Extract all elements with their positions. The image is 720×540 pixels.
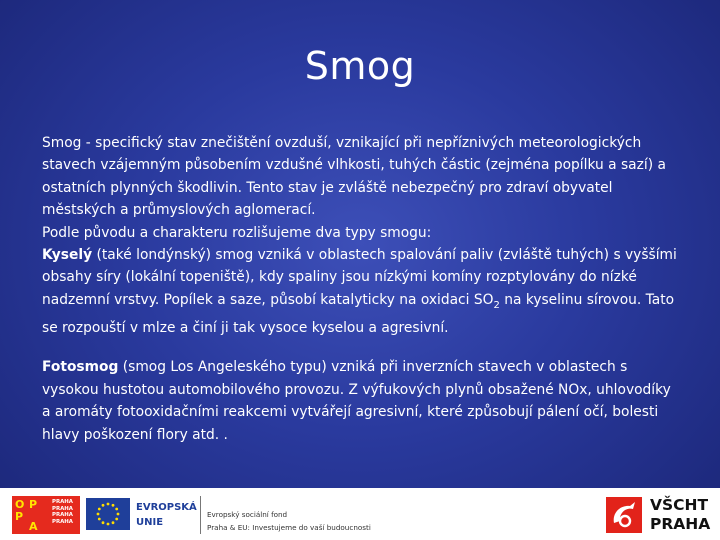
photosmog-text: (smog Los Angeleského typu) vzniká při inverzních stavech v oblastech s vysokou hustotou automobilového provozu. Z výfukových plynů obsažené NOx, uhlovodíky a aromáty fotooxidačními reakcemi vytvářejí agresivní, které způsobují pálení očí, bolesti hlavy poškození flory atd. . bbox=[42, 359, 671, 443]
esf-caption bbox=[207, 508, 371, 534]
paragraph-types-intro: Podle původu a charakteru rozlišujeme dva typy smogu: bbox=[42, 224, 432, 241]
eu-label bbox=[136, 500, 197, 530]
opp-letter-a: A bbox=[29, 520, 38, 533]
opp-praha-line: PRAHA bbox=[52, 505, 73, 512]
vscht-label bbox=[650, 496, 710, 534]
so2-subscript: 2 bbox=[493, 299, 500, 311]
term-acid-smog: Kyselý bbox=[42, 247, 93, 264]
vscht-logo-icon bbox=[606, 497, 642, 533]
opp-letters bbox=[14, 498, 48, 532]
esf-caption-line2: Praha & EU: Investujeme do vaší budoucnosti bbox=[207, 523, 371, 532]
opp-letter-p1: P bbox=[29, 498, 38, 511]
eu-label-line2: UNIE bbox=[136, 517, 164, 528]
eu-flag-icon bbox=[86, 498, 130, 530]
esf-caption-line1: Evropský sociální fond bbox=[207, 510, 288, 519]
footer-divider bbox=[200, 496, 201, 534]
opp-letter-p2: P bbox=[15, 510, 24, 523]
eu-label-line1: EVROPSKÁ bbox=[136, 502, 197, 513]
opp-logo-icon bbox=[12, 496, 80, 534]
term-photosmog: Fotosmog bbox=[42, 359, 119, 376]
slide-content bbox=[42, 132, 682, 446]
paragraph-definition: Smog - specifický stav znečištění ovzduší, vznikající při nepříznivých meteorologických stavech vzájemným působením vzdušné vlhkosti, tuhých částic (zejména popílku a sazí) a ostatních plynných škodlivin. Tento stav je zvláště nebezpečný pro zdraví obyvatel městských a průmyslových aglomerací. bbox=[42, 135, 666, 219]
vscht-label-line2: PRAHA bbox=[650, 515, 711, 533]
slide-title: Smog bbox=[304, 44, 416, 88]
acid-smog-text-b: na kyselinu sírovou. Tato se rozpouští v mlze a činí ji tak vysoce kyselou a agresivní. bbox=[42, 291, 675, 336]
opp-praha-line: PRAHA bbox=[52, 499, 73, 505]
footer-logo-bar bbox=[0, 488, 720, 540]
opp-praha-line: PRAHA bbox=[52, 512, 73, 519]
opp-praha-line: PRAHA bbox=[52, 518, 73, 525]
acid-smog-text-a: (také londýnský) smog vzniká v oblastech spalování paliv (zvláště tuhých) s vyššími obsahy síry (lokální topeniště), kdy spaliny jsou nízkými komíny rozptylovány do nízké nadzemní vrstvy. Popílek a saze, působí katalyticky na oxidaci SO bbox=[42, 247, 677, 308]
paragraph-acid-smog bbox=[42, 244, 682, 339]
paragraph-photosmog bbox=[42, 356, 682, 446]
vscht-label-line1: VŠCHT bbox=[650, 496, 709, 514]
opp-praha-text bbox=[52, 499, 73, 525]
opp-letter-o: O bbox=[15, 498, 25, 511]
